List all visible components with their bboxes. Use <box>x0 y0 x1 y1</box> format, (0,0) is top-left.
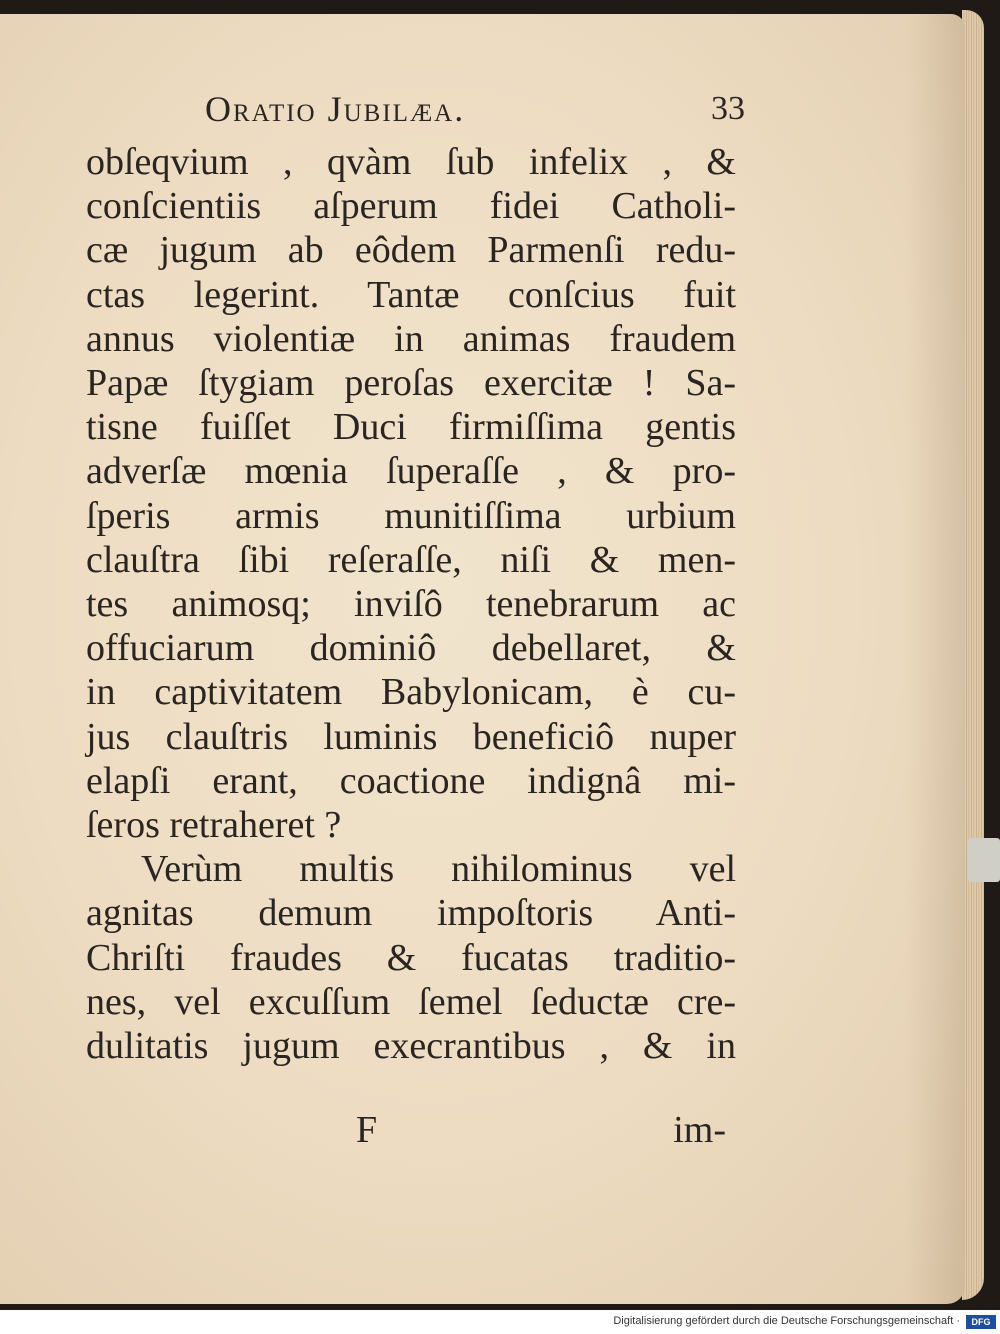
text-line: conſcientiis aſperum fidei Catholi- <box>86 185 736 228</box>
text-line: offuciarum dominiô debellaret, & <box>86 627 736 670</box>
running-head: Oratio Jubilæa. <box>205 89 466 129</box>
text-line: ſeros retraheret ? <box>86 804 342 847</box>
text-line: adverſæ mœnia ſuperaſſe , & pro- <box>86 450 736 493</box>
text-line: in captivitatem Babylonicam, è cu- <box>86 671 736 714</box>
credit-text: Digitalisierung gefördert durch die Deutsche Forschungsgemeinschaft · <box>613 1315 960 1327</box>
bookmark-tab <box>968 838 1000 882</box>
text-line: elapſi erant, coactione indignâ mi- <box>86 759 736 802</box>
text-line: ſperis armis munitiſſima urbium <box>86 494 736 537</box>
text-line: annus violentiæ in animas fraudem <box>86 317 736 360</box>
text-line: tes animosq; inviſô tenebrarum ac <box>86 583 736 626</box>
body-text <box>86 140 736 1068</box>
text-line: dulitatis jugum execrantibus , & in <box>86 1025 736 1068</box>
text-line: obſeqvium , qvàm ſub infelix , & <box>86 141 736 183</box>
catchword: im- <box>673 1109 726 1151</box>
page-header <box>205 88 745 138</box>
text-line: Papæ ſtygiam peroſas exercitæ ! Sa- <box>86 362 736 405</box>
text-line: Verùm multis nihilominus vel <box>141 848 736 891</box>
credit-bar <box>0 1310 1000 1334</box>
signature-mark: F <box>356 1109 378 1151</box>
dfg-logo: DFG <box>966 1315 996 1329</box>
text-line: clauſtra ſibi reſeraſſe, niſi & men- <box>86 538 736 581</box>
text-line: tisne fuiſſet Duci firmiſſima gentis <box>86 406 736 449</box>
page-footer <box>86 1108 726 1158</box>
text-line: agnitas demum impoſtoris Anti- <box>86 892 736 935</box>
text-line: jus clauſtris luminis beneficiô nuper <box>86 715 736 758</box>
text-line: nes, vel excuſſum ſemel ſeductæ cre- <box>86 980 736 1023</box>
text-line: cæ jugum ab eôdem Parmenſi redu- <box>86 229 736 272</box>
text-line: ctas legerint. Tantæ conſcius fuit <box>86 273 736 316</box>
page-number: 33 <box>711 90 745 127</box>
text-line: Chriſti fraudes & fucatas traditio- <box>86 936 736 979</box>
page-edges <box>962 10 984 1300</box>
